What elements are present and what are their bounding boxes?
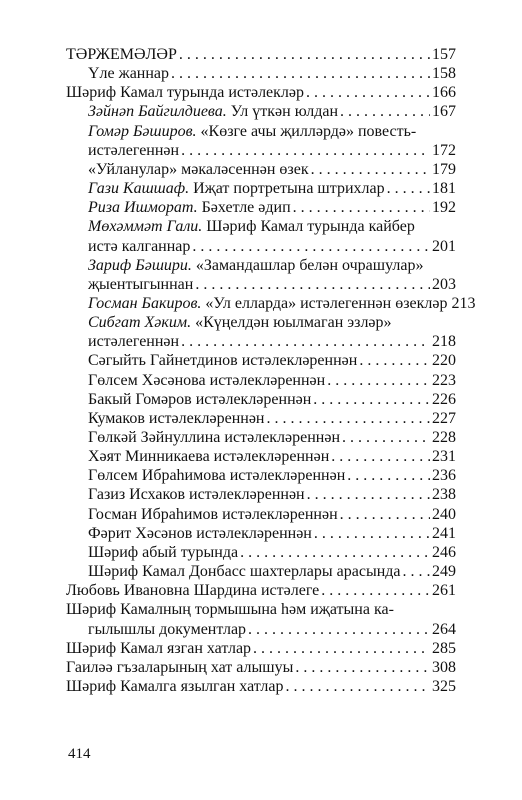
- toc-page-number: 179: [432, 160, 456, 178]
- toc-entry-text: истә калганнар: [88, 237, 191, 255]
- toc-page-number: 227: [432, 409, 456, 427]
- toc-entry: [66, 676, 456, 698]
- toc-entry-text: Гөлсем Хәсәнова истәлекләреннән: [88, 371, 326, 389]
- toc-page-number: 231: [432, 448, 456, 466]
- toc-entry-text: Шәриф Камал турында кайбер: [202, 218, 415, 236]
- toc-entry-text: Шәриф абый турында: [88, 543, 239, 561]
- toc-page-number: 261: [432, 582, 456, 600]
- toc-page-number: 166: [432, 84, 456, 102]
- toc-entry-text: истәлегеннән: [88, 141, 180, 159]
- toc-entry-author: Госман Бакиров.: [88, 294, 202, 312]
- toc-entry-text: Газиз Исхаков истәлекләреннән: [88, 486, 305, 504]
- toc-entry-author: Зариф Бәшири.: [88, 256, 192, 274]
- toc-entry-text: Иҗат портретына штрихлар: [189, 180, 385, 198]
- toc-page-number: 228: [432, 429, 456, 446]
- toc-page-number: 218: [432, 333, 456, 351]
- toc-entry-author: Зәйнәп Байгилдиева.: [88, 103, 227, 121]
- toc-entry-text: Шәриф Камал язган хатлар: [66, 639, 252, 657]
- toc-page-number: 181: [432, 180, 456, 198]
- toc-entry-text: Бәхетле әдип: [197, 199, 291, 217]
- toc-page-number: 203: [432, 275, 456, 293]
- toc-entry-text: Хәят Минникаева истәлекләреннән: [88, 448, 330, 466]
- toc-entry-text: Любовь Ивановна Шардина истәлеге: [66, 582, 320, 600]
- toc-page-number: 238: [432, 486, 456, 504]
- toc-entry-text: Гөлкәй Зәйнуллина истәлекләреннән: [88, 429, 340, 446]
- toc-entry-text: «Замандашлар белән очрашулар»: [191, 256, 424, 274]
- toc-page-number: 241: [432, 524, 456, 542]
- toc-entry-text: «Көзге ачы җилләрдә» повесть-: [196, 122, 417, 140]
- toc-page-number: 158: [432, 65, 456, 83]
- toc-entry-text: җыентыгыннан: [88, 275, 194, 293]
- toc-entry-text: истәлегеннән: [88, 333, 180, 351]
- toc-entry-author: Риза Ишморат.: [88, 199, 198, 217]
- toc-entry-text: Шәриф Камал Донбасс шахтерлары арасында: [88, 563, 401, 581]
- toc-page-number: 167: [432, 103, 456, 121]
- dot-leader: [285, 676, 430, 698]
- toc-entry-text: ТӘРЖЕМӘЛӘР: [66, 46, 177, 63]
- toc-page-number: 226: [432, 390, 456, 408]
- toc-entry-text: Гөлсем Ибраһимова истәлекләреннән: [88, 467, 346, 485]
- toc-entry-text: Шәриф Камалга язылган хатлар: [66, 677, 284, 695]
- toc-entry-text: Гаиләә гъзаларының хат алышуы: [66, 658, 294, 676]
- toc-page-number: 285: [432, 639, 456, 657]
- toc-entry-author: Гомәр Бәширов.: [88, 122, 197, 140]
- toc-entry-text: «Күңелдән юылмаган эзләр»: [191, 314, 392, 332]
- toc-entry-author: Мөхәммәт Гали.: [88, 218, 203, 236]
- toc-page-number: 192: [432, 199, 456, 217]
- toc-page-number: 213: [451, 294, 476, 312]
- toc-entry-text: Ул үткән юлдан: [226, 103, 339, 121]
- toc-entry-text: «Уйланулар» мәкаләсеннән өзек: [88, 160, 309, 178]
- toc-entry-author: Гази Кашшаф.: [88, 180, 190, 198]
- toc-page-number: 172: [432, 141, 456, 159]
- toc-entry-text: гылышлы документлар: [88, 620, 247, 638]
- toc-entry-title: [66, 676, 283, 698]
- toc-page-number: 246: [432, 543, 456, 561]
- toc-entry-text: Кумаков истәлекләреннән: [88, 409, 265, 427]
- page-number: 414: [68, 746, 91, 762]
- toc-page-number: 325: [432, 677, 456, 695]
- toc-entry-text: Бакый Гомәров истәлекләреннән: [88, 390, 312, 408]
- toc-entry-text: Фәрит Хәсәнов истәлекләреннән: [88, 524, 312, 542]
- toc-entry-text: Үле жаннар: [88, 65, 170, 83]
- toc-entry-author: Сибгат Хәким.: [88, 314, 192, 332]
- toc-page-number: 236: [432, 467, 456, 485]
- toc-entry-text: «Ул елларда» истәлегеннән өзекләр: [201, 294, 448, 312]
- toc-page-number: 240: [432, 505, 456, 523]
- toc-page-number: 201: [432, 237, 456, 255]
- toc-page-number: 249: [432, 563, 456, 581]
- toc-entry-text: Сәгыйть Гайнетдинов истәлекләреннән: [88, 352, 358, 370]
- toc-page-number: 223: [432, 371, 456, 389]
- toc-page-number: 157: [432, 46, 456, 63]
- toc-page-number: 308: [432, 658, 456, 676]
- toc-page-number: 220: [432, 352, 456, 370]
- toc-entry-text: Шәриф Камал турында истәлекләр: [66, 84, 305, 102]
- toc-entry-text: Шәриф Камалның тормышына һәм иҗатына ка-: [66, 601, 394, 619]
- toc-entry-text: Госман Ибраһимов истәлекләреннән: [88, 505, 338, 523]
- toc-page-number: 264: [432, 620, 456, 638]
